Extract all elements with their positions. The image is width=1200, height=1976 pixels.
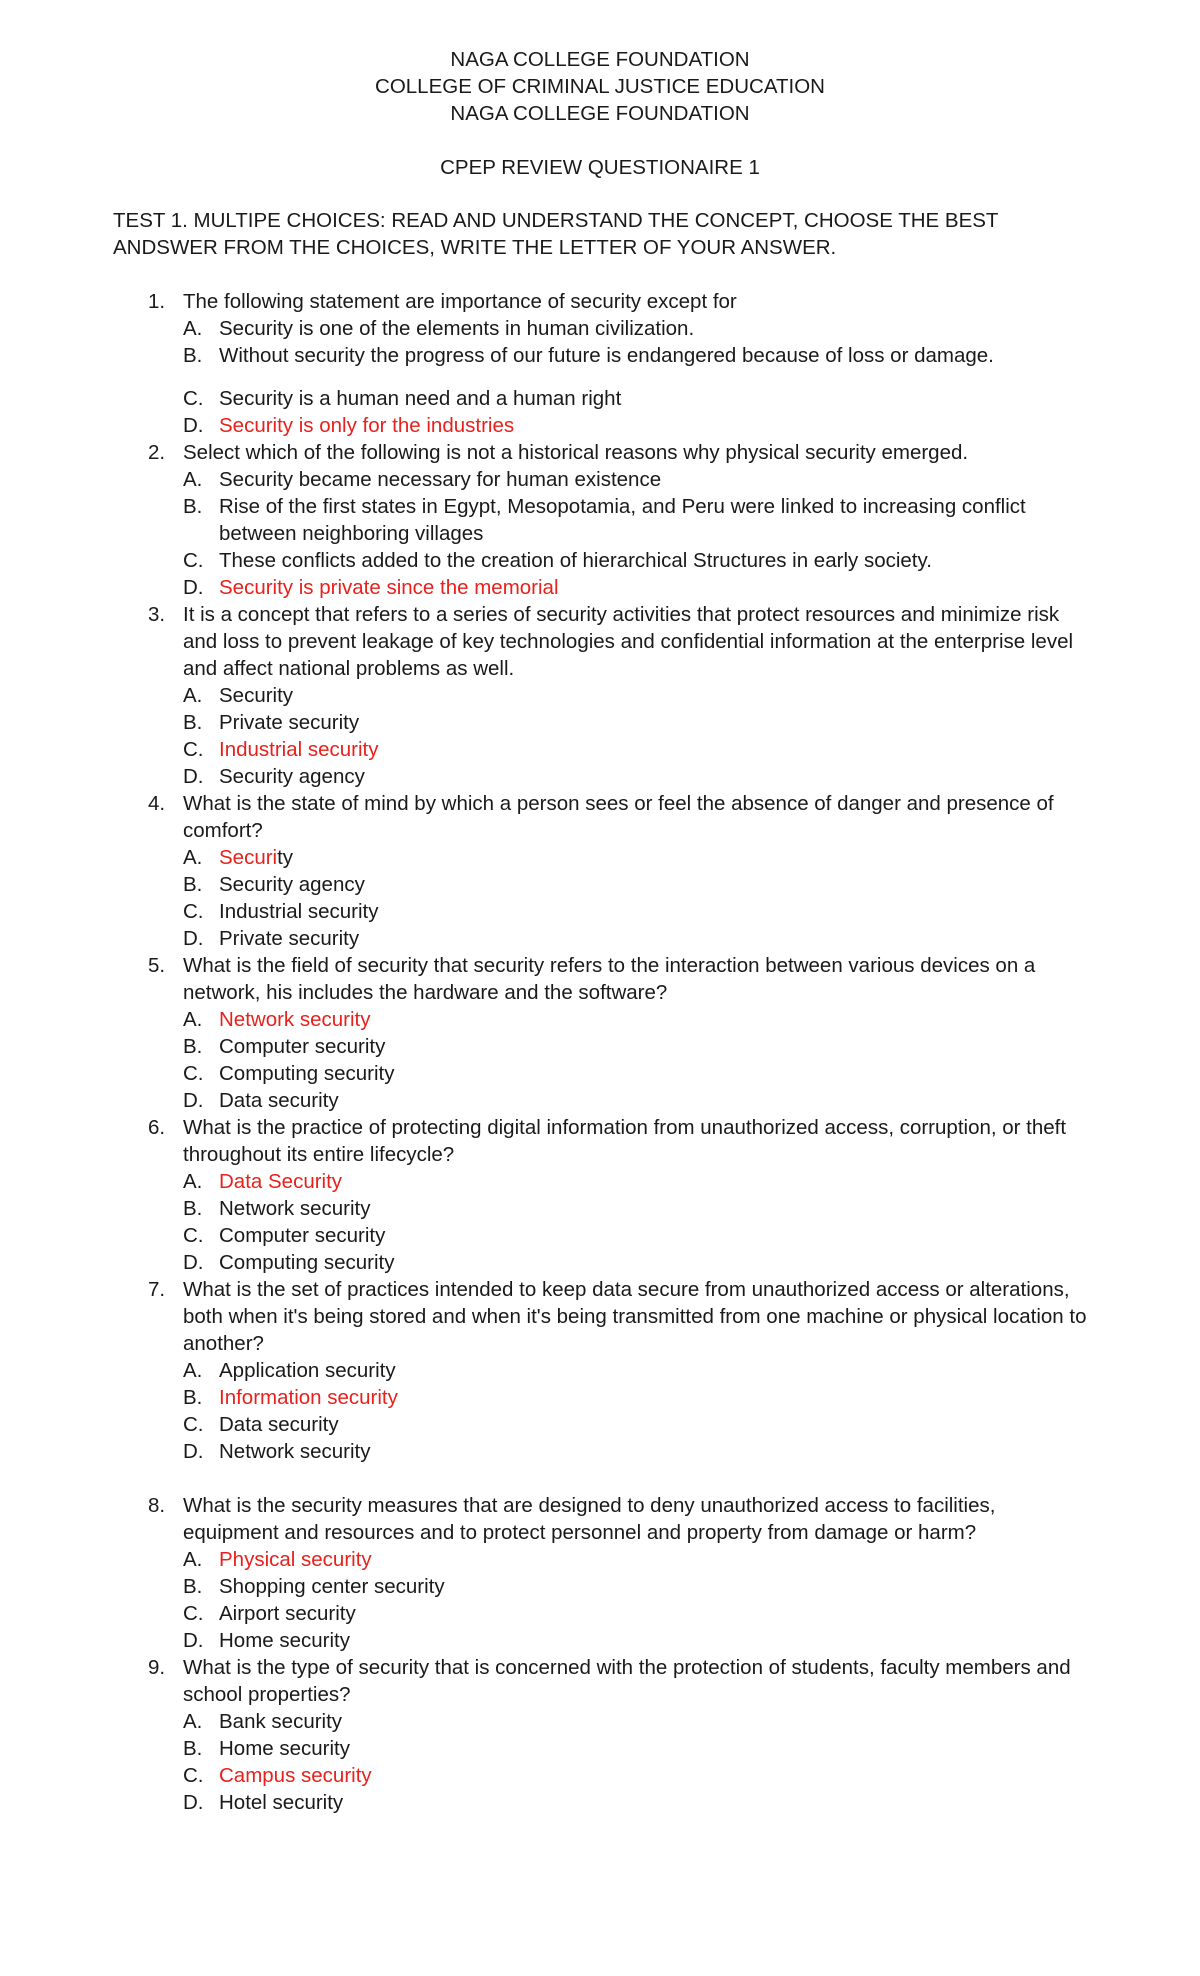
choice-text-highlight: Securi [219,846,278,869]
choice-letter: B. [183,1197,203,1220]
choice-letter: C. [183,900,204,923]
question-item [0,1654,1088,1708]
question-item [0,952,1088,1006]
question-text: Select which of the following is not a historical reasons why physical security emerged. [183,441,969,464]
choice-text: Data security [219,1089,339,1112]
choice-item [0,1168,1089,1195]
header-line-1: NAGA COLLEGE FOUNDATION [450,48,750,71]
choice-text: Airport security [219,1602,356,1625]
correct-answer-text: Physical security [219,1548,372,1571]
choice-letter: D. [183,414,204,437]
choice-item [0,1735,1089,1762]
choice-item [0,385,1089,412]
question-text: What is the set of practices intended to keep data secure from unauthorized access or alterations, both when it's being stored and when it's being transmitted from one machine or physical location to another? [183,1278,1087,1355]
question-text: What is the field of security that security refers to the interaction between various devices on a network, his includes the hardware and the software? [183,954,1036,1004]
choice-item [0,1195,1089,1222]
correct-answer-text: Data Security [219,1170,343,1193]
choice-letter: B. [183,1386,203,1409]
choice-item [0,342,1089,369]
choice-letter: D. [183,765,204,788]
choice-text: Home security [219,1737,351,1760]
correct-answer-text: Industrial security [219,738,379,761]
choice-item [0,1222,1089,1249]
question-number: 9. [148,1656,166,1679]
question-item [0,601,1088,682]
choice-item [0,736,1089,763]
choice-letter: A. [183,1170,203,1193]
choice-item [0,1411,1089,1438]
choice-text: Security is a human need and a human right [219,387,622,410]
choice-item [0,925,1089,952]
question-text: What is the type of security that is concerned with the protection of students, faculty members and school properties? [183,1656,1071,1706]
choice-text: Security [219,684,294,707]
question-item [0,790,1088,844]
choice-letter: B. [183,344,203,367]
choice-item [0,1546,1089,1573]
choice-item [0,898,1089,925]
choice-text: Computing security [219,1062,395,1085]
choice-letter: A. [183,1008,203,1031]
question-item [0,1114,1088,1168]
choice-item [0,547,1089,574]
choice-item [0,574,1089,601]
choice-text: Computer security [219,1224,386,1247]
choice-text: Network security [219,1440,371,1463]
choice-letter: D. [183,1251,204,1274]
correct-answer-text: Security is private since the memorial [219,576,559,599]
choice-text: These conflicts added to the creation of hierarchical Structures in early society. [219,549,932,572]
question-number: 3. [148,603,166,626]
choice-letter: A. [183,846,203,869]
question-list [0,288,1200,1816]
choice-text: Security agency [219,873,365,896]
choice-text: Security became necessary for human existence [219,468,662,491]
header-line-3: NAGA COLLEGE FOUNDATION [450,102,750,125]
choice-letter: B. [183,1035,203,1058]
choice-text: Security is one of the elements in human civilization. [219,317,695,340]
choice-letter: D. [183,927,204,950]
choice-text: Data security [219,1413,339,1436]
choice-letter: D. [183,576,204,599]
choice-item [0,709,1089,736]
choice-item [0,844,1089,871]
question-item [0,1276,1088,1357]
correct-answer-text: Network security [219,1008,371,1031]
choice-letter: B. [183,873,203,896]
choice-item [0,1600,1089,1627]
choice-item [0,682,1089,709]
choice-text: Rise of the first states in Egypt, Mesopotamia, and Peru were linked to increasing conflict between neighboring villages [219,495,1026,545]
choice-letter: A. [183,468,203,491]
choice-letter: D. [183,1629,204,1652]
correct-answer-text: Security is only for the industries [219,414,515,437]
question-number: 8. [148,1494,166,1517]
choice-item [0,315,1089,342]
choice-item [0,1033,1089,1060]
choice-text: Home security [219,1629,351,1652]
choice-letter: C. [183,1413,204,1436]
correct-answer-text: Campus security [219,1764,372,1787]
choice-item [0,412,1089,439]
choice-text: Without security the progress of our future is endangered because of loss or damage. [219,344,994,367]
choice-letter: C. [183,387,204,410]
choice-item [0,1762,1089,1789]
choice-item [0,1438,1089,1465]
choice-text: Application security [219,1359,396,1382]
choice-text [219,846,293,869]
choice-item [0,1573,1089,1600]
question-number: 2. [148,441,166,464]
question-text: It is a concept that refers to a series of security activities that protect resources and minimize risk and loss to prevent leakage of key technologies and confidential information at the enterprise level and affect national problems as well. [183,603,1074,680]
choice-item [0,1006,1089,1033]
choice-text: Security agency [219,765,365,788]
question-number: 5. [148,954,166,977]
choice-letter: C. [183,1224,204,1247]
choice-text-rest: ty [277,846,294,869]
choice-letter: A. [183,1548,203,1571]
choice-item [0,1087,1089,1114]
spacer [0,369,1200,385]
choice-item [0,871,1089,898]
question-number: 4. [148,792,166,815]
question-number: 7. [148,1278,166,1301]
choice-letter: A. [183,1710,203,1733]
spacer [0,1465,1200,1492]
question-item [0,288,1088,315]
question-text: What is the security measures that are designed to deny unauthorized access to facilities, equipment and resources and to protect personnel and property from damage or harm? [183,1494,996,1544]
choice-item [0,1060,1089,1087]
choice-letter: C. [183,1062,204,1085]
choice-letter: A. [183,1359,203,1382]
question-text: What is the practice of protecting digital information from unauthorized access, corruption, or theft throughout its entire lifecycle? [183,1116,1067,1166]
choice-text: Shopping center security [219,1575,445,1598]
question-text: The following statement are importance of security except for [183,290,737,313]
choice-text: Private security [219,927,360,950]
choice-letter: C. [183,1602,204,1625]
choice-text: Industrial security [219,900,379,923]
choice-letter: B. [183,1575,203,1598]
choice-text: Private security [219,711,360,734]
choice-letter: D. [183,1791,204,1814]
choice-letter: B. [183,495,203,518]
choice-letter: D. [183,1089,204,1112]
choice-letter: C. [183,738,204,761]
choice-item [0,1627,1089,1654]
question-item [0,1492,1088,1546]
choice-letter: D. [183,1440,204,1463]
test-instructions: TEST 1. MULTIPE CHOICES: READ AND UNDERSTAND THE CONCEPT, CHOOSE THE BEST ANDSWER FROM THE CHOICES, WRITE THE LETTER OF YOUR ANSWER. [113,209,999,259]
choice-letter: A. [183,684,203,707]
choice-text: Bank security [219,1710,343,1733]
document-header [0,46,1200,127]
choice-item [0,1249,1089,1276]
choice-letter: B. [183,711,203,734]
document-title: CPEP REVIEW QUESTIONAIRE 1 [440,156,760,179]
choice-item [0,1708,1089,1735]
correct-answer-text: Information security [219,1386,398,1409]
choice-item [0,466,1089,493]
question-item [0,439,1088,466]
choice-text: Network security [219,1197,371,1220]
choice-item [0,1384,1089,1411]
choice-text: Hotel security [219,1791,344,1814]
choice-item [0,1789,1089,1816]
choice-letter: C. [183,549,204,572]
choice-item [0,1357,1089,1384]
choice-letter: B. [183,1737,203,1760]
question-text: What is the state of mind by which a person sees or feel the absence of danger and presence of comfort? [183,792,1054,842]
question-number: 6. [148,1116,166,1139]
choice-text: Computing security [219,1251,395,1274]
choice-letter: C. [183,1764,204,1787]
choice-text: Computer security [219,1035,386,1058]
question-number: 1. [148,290,166,313]
header-line-2: COLLEGE OF CRIMINAL JUSTICE EDUCATION [375,75,825,98]
choice-item [0,493,1089,547]
choice-item [0,763,1089,790]
choice-letter: A. [183,317,203,340]
